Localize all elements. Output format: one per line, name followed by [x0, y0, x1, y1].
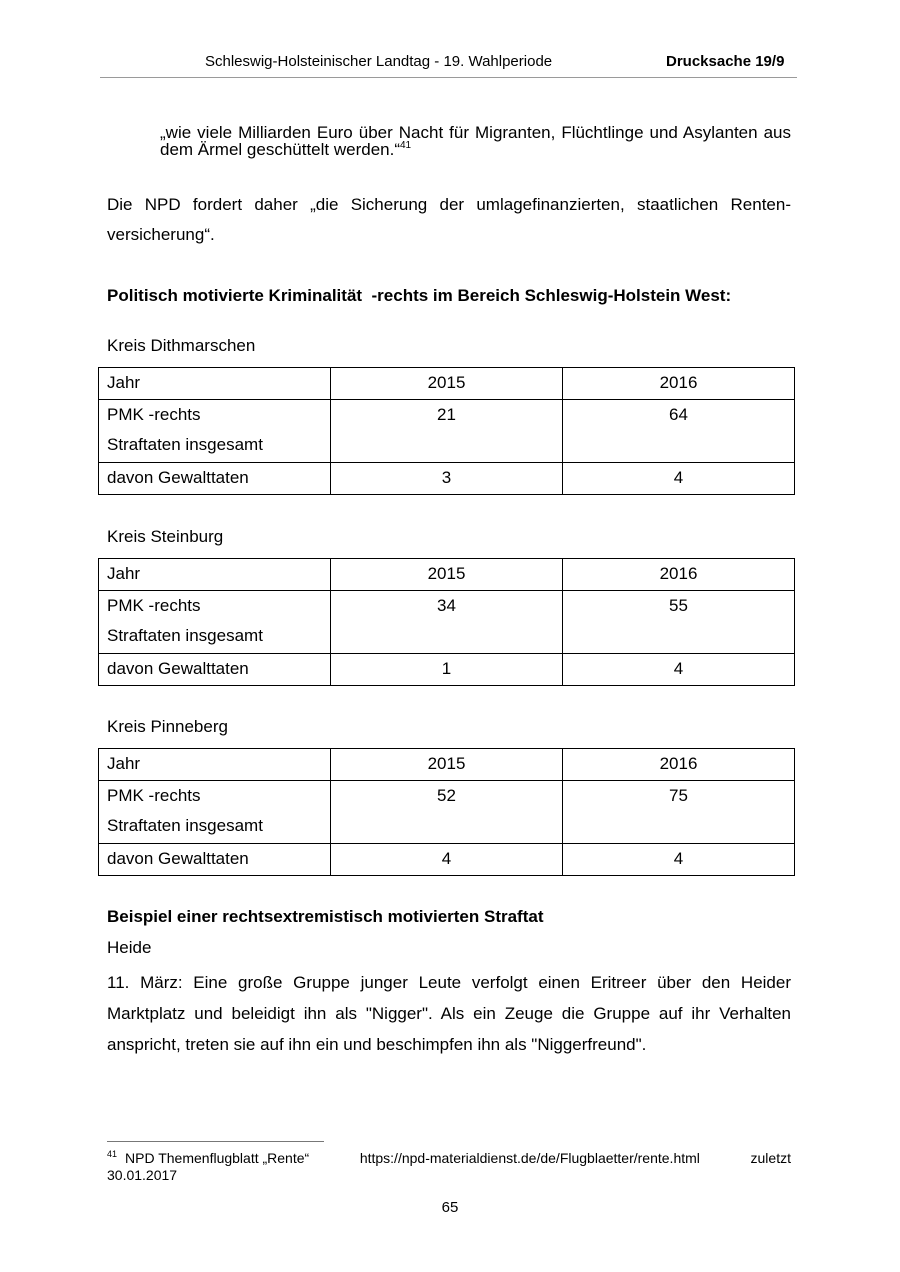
footnote-reference[interactable]: 41 — [400, 140, 412, 151]
table-cell: 2016 — [563, 368, 795, 400]
kreis-title: Kreis Dithmarschen — [107, 336, 256, 355]
table-row — [99, 781, 795, 844]
table-cell: 1 — [331, 654, 563, 686]
row-label: PMK -rechts — [107, 786, 201, 805]
example-text: 11. März: Eine große Gruppe junger Leute verfolgt einen Eritreer über den Heider Marktplatz und beleidigt ihn als "Nigger". Als ein Zeuge die Gruppe auf ihr Verhalten anspricht, treten sie auf ihn ein und beschimpfen ihn als "Niggerfreund". — [107, 973, 791, 1054]
crime-statistics-table — [98, 748, 795, 876]
table-cell — [99, 400, 331, 463]
table-cell: davon Gewalttaten — [99, 654, 331, 686]
table-cell: 21 — [331, 400, 563, 463]
table-cell: 75 — [563, 781, 795, 844]
table-cell: 2016 — [563, 749, 795, 781]
table-cell: Jahr — [99, 749, 331, 781]
table-cell — [99, 591, 331, 654]
table-cell: Jahr — [99, 368, 331, 400]
table-header-row — [99, 749, 795, 781]
row-label: PMK -rechts — [107, 405, 201, 424]
table-cell: davon Gewalttaten — [99, 844, 331, 876]
table-cell — [99, 781, 331, 844]
row-label: Straftaten insgesamt — [107, 816, 263, 835]
table-row — [99, 463, 795, 495]
document-number: Drucksache 19/9 — [666, 53, 785, 70]
header-divider — [100, 77, 797, 78]
kreis-title: Kreis Steinburg — [107, 527, 224, 546]
table-cell: 2015 — [331, 559, 563, 591]
example-place: Heide — [107, 938, 152, 957]
footnote-date: 30.01.2017 — [107, 1167, 178, 1183]
kreis-title: Kreis Pinneberg — [107, 717, 228, 736]
footnote-number: 41 — [107, 1149, 118, 1159]
footnote-label: zuletzt — [750, 1150, 791, 1166]
table-cell: 4 — [563, 654, 795, 686]
example-heading: Beispiel einer rechtsextremistisch motivierten Straftat — [107, 907, 544, 926]
header-title: Schleswig-Holsteinischer Landtag - 19. Wahlperiode — [205, 53, 553, 70]
page-number: 65 — [441, 1199, 459, 1216]
table-cell: 3 — [331, 463, 563, 495]
section-heading: Politisch motivierte Kriminalität -rechts im Bereich Schleswig-Holstein West: — [107, 286, 732, 305]
row-label: Straftaten insgesamt — [107, 435, 263, 454]
footnote-url[interactable]: https://npd-materialdienst.de/de/Flugblaetter/rente.html — [359, 1150, 700, 1166]
table-cell: davon Gewalttaten — [99, 463, 331, 495]
table-header-row — [99, 559, 795, 591]
table-cell: 2015 — [331, 368, 563, 400]
table-cell: 34 — [331, 591, 563, 654]
body-paragraph: Die NPD fordert daher „die Sicherung der umlagefinanzierten, staatlichen Renten-versicherung“. — [107, 195, 791, 244]
crime-statistics-table — [98, 558, 795, 686]
row-label: Straftaten insgesamt — [107, 626, 263, 645]
table-cell: 4 — [563, 844, 795, 876]
block-quote — [160, 124, 791, 158]
table-row — [99, 844, 795, 876]
footnote — [107, 1150, 791, 1184]
table-row — [99, 591, 795, 654]
table-row — [99, 400, 795, 463]
table-cell: Jahr — [99, 559, 331, 591]
table-cell: 2016 — [563, 559, 795, 591]
row-label: PMK -rechts — [107, 596, 201, 615]
footnote-source: NPD Themenflugblatt „Rente“ — [125, 1150, 310, 1166]
table-cell: 4 — [331, 844, 563, 876]
footnote-divider — [107, 1141, 324, 1142]
table-cell: 55 — [563, 591, 795, 654]
table-cell: 64 — [563, 400, 795, 463]
table-cell: 4 — [563, 463, 795, 495]
crime-statistics-table — [98, 367, 795, 495]
table-header-row — [99, 368, 795, 400]
quote-text: „wie viele Milliarden Euro über Nacht für Migranten, Flüchtlinge und Asylanten aus dem Ärmel geschüttelt werden.“ — [160, 123, 791, 159]
table-row — [99, 654, 795, 686]
table-cell: 52 — [331, 781, 563, 844]
table-cell: 2015 — [331, 749, 563, 781]
